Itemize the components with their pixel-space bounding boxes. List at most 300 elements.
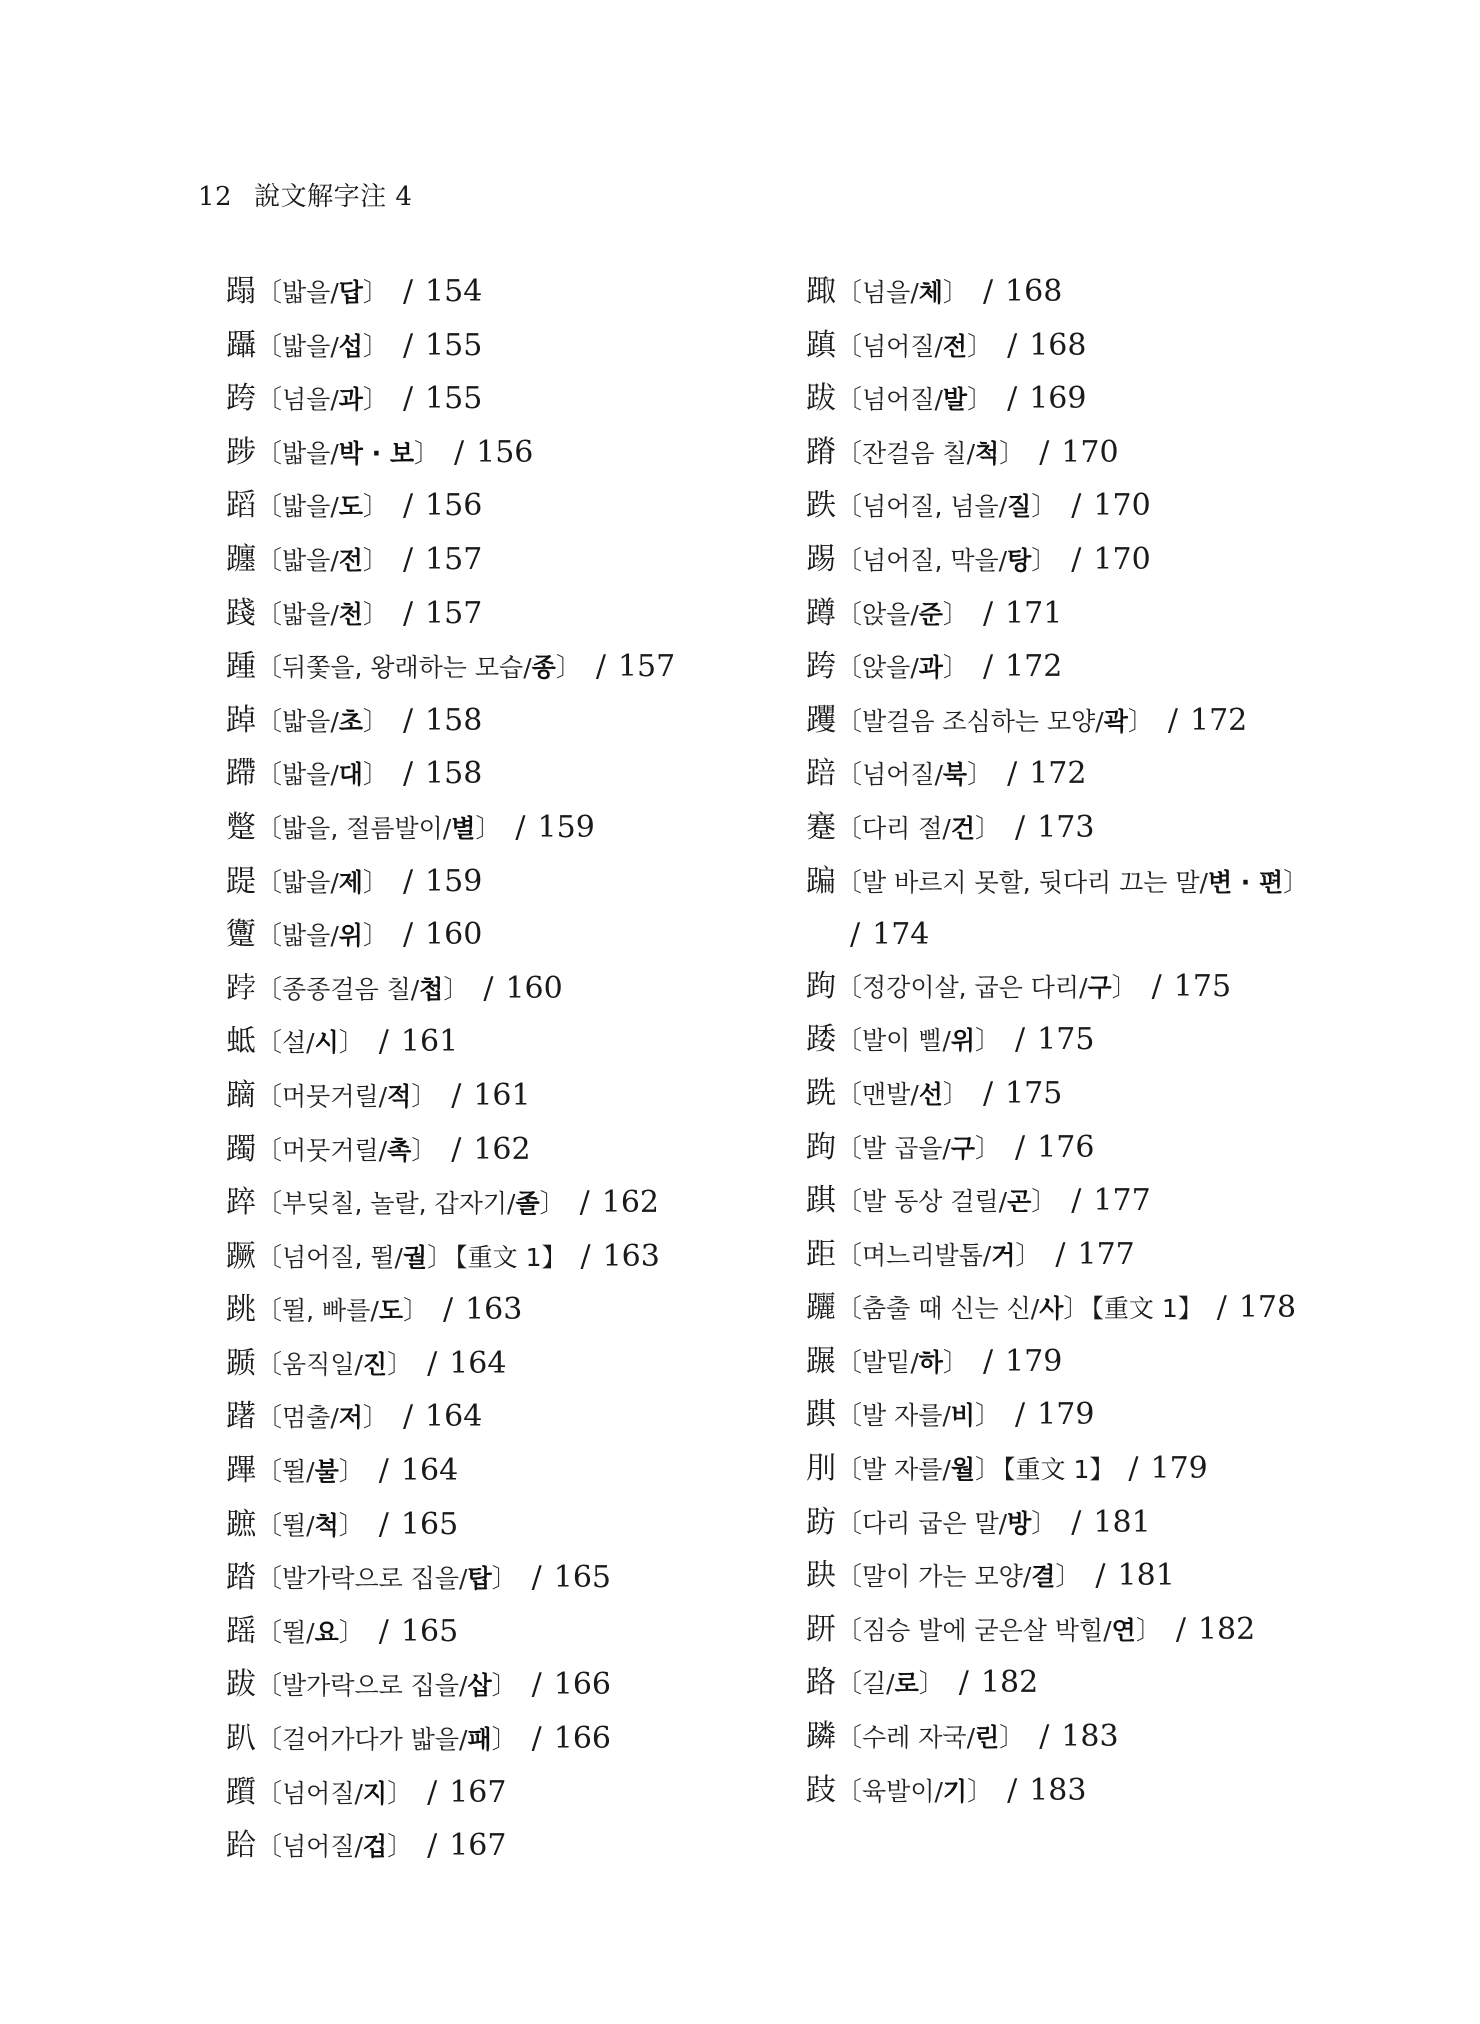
entry-character: 躩 — [806, 702, 836, 738]
entry-page-number: 157 — [425, 541, 483, 577]
entry-meaning: 잔걸음 칠 — [862, 438, 967, 468]
close-bracket: 〕 — [362, 921, 389, 952]
page-separator: / — [1007, 381, 1018, 417]
entry-reading: 결 — [1031, 1562, 1056, 1592]
entry-reading: 질 — [1007, 492, 1032, 522]
index-entry — [806, 373, 1306, 427]
slash-separator: / — [330, 385, 339, 415]
entry-reading: 시 — [314, 1028, 339, 1058]
close-bracket: 〕 — [362, 545, 389, 576]
variant-note: 【重文 1】 — [455, 1242, 567, 1272]
entry-page-number: 156 — [476, 434, 534, 470]
entry-meaning: 길 — [862, 1669, 887, 1699]
open-bracket: 〔 — [836, 599, 863, 630]
entry-meaning: 뛸 — [282, 1457, 307, 1487]
entry-reading: 곤 — [1007, 1187, 1032, 1217]
entry-page-number: 179 — [1005, 1343, 1063, 1379]
close-bracket: 〕 — [1127, 706, 1154, 737]
open-bracket: 〔 — [836, 492, 863, 523]
entry-reading: 위 — [338, 921, 363, 951]
open-bracket: 〔 — [256, 653, 283, 684]
slash-separator: / — [1095, 706, 1104, 736]
open-bracket: 〔 — [836, 1294, 863, 1325]
close-bracket: 〕 — [362, 760, 389, 791]
slash-separator: / — [459, 1671, 468, 1701]
entry-character: 蹶 — [226, 1238, 256, 1274]
close-bracket: 〕 — [999, 1723, 1026, 1754]
entry-character: 躓 — [226, 1774, 256, 1810]
entry-page-number: 181 — [1117, 1558, 1175, 1594]
entry-meaning: 다리 굽은 말 — [862, 1508, 999, 1538]
close-bracket: 〕 — [475, 813, 502, 844]
entry-page-number: 173 — [1037, 809, 1095, 845]
close-bracket: 〕 — [942, 599, 969, 630]
close-bracket: 〕 — [975, 1455, 1002, 1486]
entry-reading: 로 — [894, 1669, 919, 1699]
entry-character: 蹛 — [226, 756, 256, 792]
page-header — [198, 176, 412, 213]
open-bracket: 〔 — [256, 706, 283, 737]
page-separator: / — [531, 1667, 542, 1703]
page-separator: / — [451, 1131, 462, 1167]
entry-page-number: 161 — [400, 1024, 459, 1060]
slash-separator: / — [1030, 1294, 1040, 1324]
close-bracket: 〕 — [967, 385, 994, 416]
entry-character: 趽 — [806, 1504, 836, 1540]
open-bracket: 〔 — [256, 331, 283, 362]
entry-meaning: 발걸음 조심하는 모양 — [862, 706, 1096, 736]
page-separator: / — [427, 1774, 438, 1810]
entry-character: 蹸 — [806, 1719, 836, 1755]
open-bracket: 〔 — [836, 1562, 863, 1593]
entry-page-number: 175 — [1173, 968, 1232, 1004]
slash-separator: / — [982, 1240, 992, 1270]
slash-separator: / — [886, 1669, 895, 1699]
entry-character: 躛 — [226, 917, 256, 953]
entry-character: 蹕 — [226, 1453, 256, 1489]
entry-character: 踣 — [806, 756, 836, 792]
page-separator: / — [982, 1343, 994, 1379]
entry-character: 踄 — [226, 434, 256, 470]
entry-page-number: 164 — [425, 1399, 483, 1435]
slash-separator: / — [910, 599, 919, 629]
entry-meaning: 수레 자국 — [862, 1723, 967, 1753]
entry-meaning: 발이 삘 — [862, 1026, 943, 1056]
entry-page-number: 183 — [1029, 1772, 1087, 1808]
slash-separator: / — [998, 545, 1008, 575]
entry-page-number: 179 — [1037, 1397, 1095, 1433]
entry-character: 趼 — [806, 1611, 836, 1647]
close-bracket: 〕 — [362, 599, 389, 630]
entry-meaning: 밟을 — [282, 438, 331, 468]
slash-separator: / — [1103, 1615, 1112, 1645]
open-bracket: 〔 — [836, 813, 863, 844]
slash-separator: / — [330, 331, 339, 361]
entry-page-number: 162 — [601, 1185, 659, 1221]
open-bracket: 〔 — [256, 1617, 283, 1648]
entry-character: 跂 — [806, 1772, 836, 1808]
close-bracket: 〕 — [1015, 1240, 1042, 1271]
entry-page-number: 179 — [1150, 1451, 1208, 1487]
close-bracket: 〕 — [1063, 1294, 1090, 1325]
slash-separator: / — [934, 331, 943, 361]
entry-meaning: 밟을 — [282, 760, 331, 790]
entry-character: 蹲 — [806, 595, 836, 631]
entry-meaning: 발 곱을 — [862, 1133, 943, 1163]
entry-page-number: 182 — [1197, 1611, 1256, 1647]
entry-reading: 도 — [378, 1296, 403, 1326]
open-bracket: 〔 — [256, 1778, 283, 1809]
close-bracket: 〕 — [942, 653, 969, 684]
entry-meaning: 춤출 때 신는 신 — [862, 1294, 1031, 1324]
open-bracket: 〔 — [256, 1671, 283, 1702]
index-entry — [226, 856, 766, 910]
close-bracket: 〕 — [362, 331, 389, 362]
entry-meaning: 넘어질 — [862, 331, 935, 361]
entry-meaning: 뒤쫓을, 왕래하는 모습 — [282, 653, 524, 683]
index-entry — [806, 1175, 1306, 1229]
entry-character: 跔 — [806, 968, 836, 1004]
slash-separator: / — [306, 1457, 315, 1487]
open-bracket: 〔 — [836, 1133, 863, 1164]
close-bracket: 〕 — [362, 706, 389, 737]
slash-separator: / — [942, 813, 951, 843]
slash-separator: / — [410, 974, 420, 1004]
page-separator: / — [531, 1721, 542, 1757]
entry-page-number: 170 — [1093, 541, 1151, 577]
entry-character: 跔 — [806, 1129, 836, 1165]
open-bracket: 〔 — [256, 278, 283, 308]
entry-page-number: 165 — [400, 1613, 459, 1649]
entry-reading: 천 — [338, 599, 363, 629]
entry-reading: 린 — [975, 1723, 1000, 1753]
entry-reading: 졸 — [515, 1189, 540, 1219]
close-bracket: 〕 — [362, 385, 389, 416]
entry-reading: 전 — [338, 545, 363, 575]
close-bracket: 〕 — [338, 1510, 365, 1541]
entry-reading: 기 — [942, 1776, 968, 1806]
open-bracket: 〔 — [256, 438, 283, 469]
index-entry — [226, 1284, 766, 1338]
entry-character: 踵 — [226, 649, 256, 685]
entry-page-number: 172 — [1189, 702, 1248, 738]
open-bracket: 〔 — [256, 1242, 283, 1273]
index-entry — [226, 1659, 766, 1713]
entry-reading: 건 — [950, 813, 976, 843]
page-separator: / — [1015, 1022, 1026, 1058]
close-bracket: 〕 — [975, 813, 1002, 844]
entry-page-number: 167 — [449, 1828, 507, 1864]
index-entry — [226, 1499, 766, 1553]
entry-page-number: 165 — [400, 1506, 459, 1542]
index-entry — [226, 802, 766, 856]
variant-note: 【重文 1】 — [1091, 1294, 1203, 1324]
entry-character: 踢 — [806, 541, 836, 577]
slash-separator: / — [330, 706, 339, 736]
close-bracket: 〕 — [362, 867, 389, 898]
page-separator: / — [483, 970, 494, 1006]
page-separator: / — [982, 649, 994, 685]
entry-character: 距 — [806, 1236, 836, 1272]
entry-meaning: 밟을 — [282, 867, 331, 897]
open-bracket: 〔 — [256, 867, 283, 898]
entry-character: 蹍 — [806, 1343, 836, 1379]
entry-page-number: 166 — [553, 1721, 611, 1757]
page-separator: / — [1071, 1504, 1082, 1540]
slash-separator: / — [459, 1725, 468, 1755]
slash-separator: / — [910, 1347, 919, 1377]
open-bracket: 〔 — [836, 1187, 863, 1218]
page-separator: / — [1055, 1236, 1066, 1272]
close-bracket: 〕 — [942, 1347, 969, 1378]
slash-separator: / — [910, 653, 919, 683]
slash-separator: / — [330, 921, 339, 951]
entry-page-number: 156 — [425, 488, 483, 524]
slash-separator: / — [966, 438, 976, 468]
entry-reading: 지 — [362, 1778, 388, 1808]
close-bracket: 〕 — [1111, 972, 1138, 1003]
entry-reading: 체 — [918, 278, 943, 307]
slash-separator: / — [942, 1133, 951, 1163]
close-bracket: 〕 — [1031, 492, 1058, 523]
close-bracket: 〕 — [539, 1189, 566, 1220]
index-entry — [226, 963, 766, 1017]
index-entry — [806, 320, 1306, 374]
page-separator: / — [378, 1506, 389, 1542]
index-entry — [226, 748, 766, 802]
page-separator: / — [850, 917, 861, 953]
index-entry — [226, 534, 766, 588]
entry-character: 蹢 — [226, 1077, 256, 1113]
index-entry — [806, 1014, 1306, 1068]
entry-character: 路 — [806, 1665, 836, 1701]
open-bracket: 〔 — [256, 1028, 283, 1059]
index-entry — [806, 1282, 1306, 1336]
entry-character: 踏 — [226, 1560, 256, 1596]
open-bracket: 〔 — [256, 1725, 283, 1756]
open-bracket: 〔 — [836, 1508, 863, 1539]
close-bracket: 〕 — [491, 1564, 518, 1595]
page-separator: / — [580, 1238, 591, 1274]
page-separator: / — [515, 809, 526, 845]
open-bracket: 〔 — [836, 278, 863, 308]
entry-character: 刖 — [806, 1451, 836, 1487]
page-separator: / — [451, 1077, 462, 1113]
entry-character: 跋 — [806, 381, 836, 417]
entry-meaning: 밟을 — [282, 331, 331, 361]
entry-meaning: 설 — [282, 1028, 307, 1058]
entry-reading: 비 — [950, 1401, 976, 1431]
entry-reading: 진 — [362, 1349, 388, 1379]
entry-page-number: 165 — [553, 1560, 611, 1596]
open-bracket: 〔 — [256, 974, 283, 1005]
entry-character: 踐 — [226, 595, 256, 631]
entry-meaning: 밟을 — [282, 706, 331, 736]
open-bracket: 〔 — [836, 706, 863, 737]
entry-meaning: 뛸, 빠를 — [282, 1296, 371, 1326]
slash-separator: / — [330, 492, 339, 522]
entry-reading: 궐 — [402, 1242, 428, 1272]
close-bracket: 〕 — [362, 1403, 389, 1434]
entry-character: 蹎 — [806, 327, 836, 363]
entry-meaning: 밟을 — [282, 278, 331, 307]
index-entry — [226, 1338, 766, 1392]
index-entry — [806, 1497, 1306, 1551]
page-separator: / — [454, 434, 465, 470]
entry-character: 趴 — [226, 1721, 256, 1757]
entry-reading: 대 — [338, 760, 363, 790]
close-bracket: 〕 — [387, 1349, 414, 1380]
slash-separator: / — [330, 278, 339, 307]
close-bracket: 〕 — [362, 278, 389, 308]
slash-separator: / — [998, 492, 1008, 522]
slash-separator: / — [378, 1135, 388, 1165]
entry-page-number: 155 — [425, 327, 483, 363]
page-separator: / — [442, 1292, 454, 1328]
entry-reading: 요 — [314, 1617, 339, 1647]
page-separator: / — [982, 1075, 994, 1111]
close-bracket: 〕 — [338, 1028, 365, 1059]
entry-meaning: 넘어질 — [282, 1832, 355, 1862]
index-entry — [226, 320, 766, 374]
entry-character: 跲 — [226, 1828, 256, 1864]
page-separator: / — [1175, 1611, 1186, 1647]
entry-reading: 별 — [451, 813, 476, 843]
index-entry — [806, 588, 1306, 642]
entry-reading: 제 — [338, 867, 363, 897]
entry-reading: 선 — [918, 1079, 943, 1109]
index-entry — [806, 427, 1306, 481]
page-separator: / — [982, 274, 994, 309]
entry-meaning: 앉을 — [862, 653, 911, 683]
page-separator: / — [378, 1024, 389, 1060]
index-entry — [806, 961, 1306, 1015]
entry-reading: 과 — [918, 653, 943, 683]
open-bracket: 〔 — [836, 1615, 863, 1646]
index-entry — [806, 1389, 1306, 1443]
entry-page-number: 178 — [1238, 1290, 1297, 1326]
page-separator: / — [1071, 541, 1082, 577]
slash-separator: / — [934, 385, 943, 415]
index-entry — [806, 641, 1306, 695]
open-bracket: 〔 — [256, 1457, 283, 1488]
page-separator: / — [402, 756, 414, 792]
page-separator: / — [402, 327, 414, 363]
variant-note: 【重文 1】 — [1003, 1455, 1115, 1485]
entry-page-number: 168 — [1005, 274, 1063, 309]
entry-meaning: 머뭇거릴 — [282, 1081, 379, 1111]
slash-separator: / — [1079, 972, 1088, 1002]
close-bracket: 〕 — [411, 1135, 438, 1166]
entry-page-number: 164 — [449, 1345, 507, 1381]
entry-page-number: 158 — [425, 702, 483, 738]
entry-reading: 전 — [942, 331, 968, 361]
entry-meaning: 발 동상 걸릴 — [862, 1187, 999, 1217]
entry-meaning: 밟을 — [282, 921, 331, 951]
index-entry — [806, 1068, 1306, 1122]
entry-reading: 척 — [975, 438, 1000, 468]
index-entry — [226, 427, 766, 481]
entry-reading: 촉 — [387, 1135, 412, 1165]
entry-page-number: 172 — [1029, 756, 1087, 792]
entry-reading: 적 — [387, 1081, 412, 1111]
index-column-right — [806, 266, 1310, 1818]
close-bracket: 〕 — [387, 1778, 414, 1809]
page-separator: / — [1039, 434, 1050, 470]
index-entry — [806, 1604, 1306, 1658]
index-entry — [806, 1657, 1306, 1711]
index-entry — [806, 695, 1306, 749]
entry-meaning: 발 자를 — [862, 1455, 943, 1485]
index-entry — [226, 1391, 766, 1445]
index-entry — [226, 1820, 766, 1874]
index-entry — [226, 266, 766, 320]
open-bracket: 〔 — [256, 545, 283, 576]
page-separator: / — [402, 381, 414, 417]
entry-page-number: 168 — [1029, 327, 1087, 363]
entry-reading: 하 — [918, 1347, 943, 1377]
index-entry — [226, 1445, 766, 1499]
entry-reading: 발 — [942, 385, 968, 415]
slash-separator: / — [998, 1508, 1008, 1538]
entry-meaning: 발가락으로 집을 — [282, 1671, 460, 1701]
index-entry — [806, 1122, 1306, 1176]
slash-separator: / — [507, 1189, 516, 1219]
page-separator: / — [402, 595, 414, 631]
entry-page-number: 157 — [617, 649, 676, 685]
entry-character: 踤 — [226, 1185, 256, 1221]
index-entry — [226, 1124, 766, 1178]
entry-reading: 종 — [531, 653, 556, 683]
slash-separator: / — [442, 813, 452, 843]
entry-meaning: 발밑 — [862, 1347, 911, 1377]
open-bracket: 〔 — [256, 813, 283, 844]
entry-character: 踶 — [226, 863, 256, 899]
slash-separator: / — [394, 1242, 403, 1272]
index-entry — [226, 1231, 766, 1285]
entry-reading: 답 — [338, 278, 363, 307]
slash-separator: / — [998, 1187, 1008, 1217]
page-separator: / — [1015, 809, 1026, 845]
open-bracket: 〔 — [836, 545, 863, 576]
index-entry — [806, 1229, 1306, 1283]
entry-reading: 도 — [338, 492, 363, 522]
close-bracket: 〕 — [942, 1079, 969, 1110]
entry-reading: 연 — [1111, 1615, 1136, 1645]
open-bracket: 〔 — [256, 1564, 283, 1595]
page-separator: / — [531, 1560, 542, 1596]
entry-meaning: 발가락으로 집을 — [282, 1564, 460, 1594]
entry-page-number: 159 — [425, 863, 483, 899]
index-entry — [226, 1606, 766, 1660]
entry-character: 踙 — [806, 274, 836, 309]
entry-page-number: 160 — [425, 917, 483, 953]
entry-reading: 거 — [991, 1240, 1016, 1270]
entry-meaning: 앉을 — [862, 599, 911, 629]
page-separator: / — [1015, 1129, 1026, 1165]
page-separator: / — [1167, 702, 1178, 738]
close-bracket: 〕 — [443, 974, 470, 1005]
open-bracket: 〔 — [836, 438, 863, 469]
entry-character: 跌 — [806, 488, 836, 524]
page-separator: / — [378, 1613, 389, 1649]
entry-reading: 사 — [1039, 1294, 1064, 1324]
open-bracket: 〔 — [836, 1455, 863, 1486]
index-entry — [806, 1336, 1306, 1390]
entry-character: 蹁 — [806, 863, 836, 899]
slash-separator: / — [942, 1401, 951, 1431]
open-bracket: 〔 — [836, 1401, 863, 1432]
